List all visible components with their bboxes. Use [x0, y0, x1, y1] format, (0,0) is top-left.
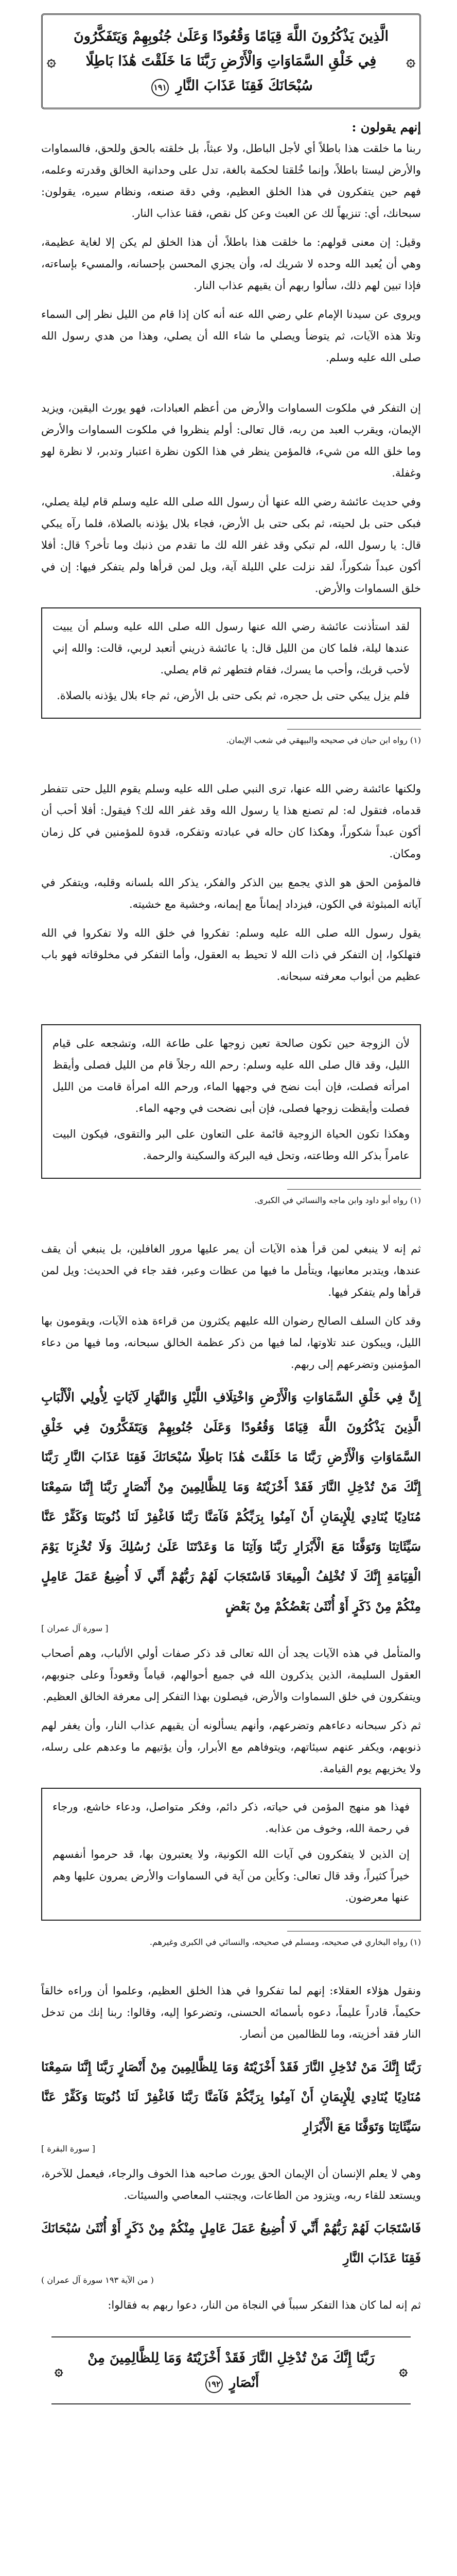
section-heading: إنهم يقولون : — [351, 120, 421, 134]
paragraph: إن التفكر في ملكوت السماوات والأرض من أعظم العبادات، فهو يورث اليقين، ويزيد الإيمان، ويقرب العبد من ربه، قال تعالى: أولم ينظروا في ملكوت السماوات والأرض وما خلق الله من شيء، فالمؤمن ينظر في هذا الكون نظرة اعتبار وتدبر، لا نظرة لهو وغفلة. — [41, 402, 421, 479]
closing-verse-banner — [51, 2336, 411, 2404]
spacer — [41, 376, 421, 397]
verse-source: ( من الآية ١٩٣ سورة آل عمران ) — [41, 2275, 154, 2285]
verse-source: [ سورة البقرة ] — [41, 2144, 95, 2154]
paragraph: يقول رسول الله صلى الله عليه وسلم: تفكروا في خلق الله ولا تفكروا في الله فتهلكوا، إن التفكر في ذات الله لا تحيط به العقول، وأما التفكر في مخلوقاته فهو باب عظيم من أبواب معرفته سبحانه. — [41, 927, 421, 982]
ornament-right-icon: ۞ — [399, 2362, 408, 2379]
paragraph: وقد كان السلف الصالح رضوان الله عليهم يكثرون من قراءة هذه الآيات، ويقومون بها الليل، ويبكون عند تلاوتها، لما فيها من ذكر عظمة الخالق سبحانه، وما فيها من دعاء المؤمنين وتضرعهم إلى ربهم. — [41, 1315, 421, 1370]
boxed-note-marriage — [41, 1024, 421, 1179]
quran-verse-block: فَاسْتَجَابَ لَهُمْ رَبُّهُمْ أَنِّي لَا أُضِيعُ عَمَلَ عَامِلٍ مِنْكُمْ مِنْ ذَكَرٍ أَوْ أُنْثَىٰ سُبْحَانَكَ فَقِنَا عَذَابَ النَّارِ — [41, 2221, 421, 2265]
paragraph: ثم إنه لا ينبغي لمن قرأ هذه الآيات أن يمر عليها مرور الغافلين، بل ينبغي أن يقف عندها، ويتدبر معانيها، ويتأمل ما فيها من عظات وعبر، فقد جاء في الحديث: ويل لمن قرأها ولم يتفكر فيها. — [41, 1243, 421, 1298]
paragraph: وقيل: إن معنى قولهم: ما خلقت هذا باطلاً، أن هذا الخلق لم يكن إلا لغاية عظيمة، وهي أن يُعبد الله وحده لا شريك له، وأن يجزي المحسن بإحسانه، والمسيء بإساءته، فإذا تبين لهم ذلك، سألوا ربهم أن يقيهم عذاب النار. — [41, 236, 421, 292]
paragraph: ونقول هؤلاء العقلاء: إنهم لما تفكروا في هذا الخلق العظيم، وعلموا أن وراءه خالقاً حكيماً، قادراً عليماً، دعوه بأسمائه الحسنى، وتضرعوا إليه، وقالوا: ربنا إنك من تدخل النار فقد أخزيته، وما للظالمين من أنصار. — [41, 1985, 421, 2040]
paragraph: ويروى عن سيدنا الإمام علي رضي الله عنه أنه كان إذا قام من الليل نظر إلى السماء وتلا هذه الآيات، ثم يتوضأ ويصلي ما شاء الله أن يصلي، وهذا من هدي رسول الله صلى الله عليه وسلم. — [41, 308, 421, 364]
quran-verse-block: رَبَّنَا إِنَّكَ مَنْ تُدْخِلِ النَّارَ فَقَدْ أَخْزَيْتَهُ وَمَا لِلظَّالِمِينَ مِنْ أَنْصَارٍ رَبَّنَا إِنَّنَا سَمِعْنَا مُنَادِيًا يُنَادِي لِلْإِيمَانِ أَنْ آمِنُوا بِرَبِّكُمْ فَآمَنَّا رَبَّنَا فَاغْفِرْ لَنَا ذُنُوبَنَا وَكَفِّرْ عَنَّا سَيِّئَاتِنَا وَتَوَفَّنَا مَعَ الْأَبْرَارِ — [41, 2059, 421, 2134]
footnote-divider — [287, 729, 421, 730]
opening-verse-text: الَّذِينَ يَذْكُرُونَ اللَّهَ قِيَامًا وَقُعُودًا وَعَلَىٰ جُنُوبِهِمْ وَيَتَفَكَّرُونَ فِي خَلْقِ السَّمَاوَاتِ وَالْأَرْضِ رَبَّنَا مَا خَلَقْتَ هَٰذَا بَاطِلًا سُبْحَانَكَ فَقِنَا عَذَابَ النَّارِ — [74, 28, 389, 94]
paragraph: ثم ذكر سبحانه دعاءهم وتضرعهم، وأنهم يسألونه أن يقيهم عذاب النار، وأن يغفر لهم ذنوبهم، ويكفر عنهم سيئاتهم، ويتوفاهم مع الأبرار، وأن يؤتيهم ما وعدهم على رسله، ولا يخزيهم يوم القيامة. — [41, 1719, 421, 1775]
boxed-paragraph: لأن الزوجة حين تكون صالحة تعين زوجها على طاعة الله، وتشجعه على قيام الليل، وقد قال صلى الله عليه وسلم: رحم الله رجلاً قام من الليل فصلى وأيقظ امرأته فصلت، فإن أبت نضح في وجهها الماء، ورحم الله امرأة قامت من الليل فصلت وأيقظت زوجها فصلى، فإن أبى نضحت في وجهه الماء. — [52, 1037, 410, 1114]
ornament-left-icon: ۞ — [55, 2362, 63, 2379]
spacer — [41, 994, 421, 1016]
verse-source: [ سورة آل عمران ] — [41, 1623, 109, 1633]
ornament-right-icon: ۞ — [406, 52, 415, 70]
footnote: (١) رواه ابن حبان في صحيحه والبيهقي في شعب الإيمان. — [226, 735, 421, 745]
paragraph: فالمؤمن الحق هو الذي يجمع بين الذكر والفكر، يذكر الله بلسانه وقلبه، ويتفكر في آياته المبثوثة في الكون، فيزداد إيماناً مع إيمانه، وخشية مع خشيته. — [41, 876, 421, 910]
paragraph: ولكنها عائشة رضي الله عنها، ترى النبي صلى الله عليه وسلم يقوم الليل حتى تتفطر قدماه، فتقول له: لم تصنع هذا يا رسول الله وقد غفر الله لك؟ فيقول: أفلا أحب أن أكون عبداً شكوراً، وهكذا كان حاله في عبادته وتفكره، قدوة للمؤمنين في كل زمان ومكان. — [41, 783, 421, 860]
closing-verse-text: رَبَّنَا إِنَّكَ مَنْ تُدْخِلِ النَّارَ فَقَدْ أَخْزَيْتَهُ وَمَا لِلظَّالِمِينَ مِنْ أَنْصَارٍ — [87, 2350, 375, 2391]
paragraph: والمتأمل في هذه الآيات يجد أن الله تعالى قد ذكر صفات أولي الألباب، وهم أصحاب العقول السليمة، الذين يذكرون الله في جميع أحوالهم، قياماً وقعوداً وعلى جنوبهم، ويتفكرون في خلق السماوات والأرض، فيصلون بهذا التفكر إلى معرفة الخالق العظيم. — [41, 1647, 421, 1703]
boxed-paragraph: لقد استأذنت عائشة رضي الله عنها رسول الله صلى الله عليه وسلم أن يبيت عندها ليلة، فلما كان من الليل قال: يا عائشة ذريني أتعبد لربي، قالت: والله إني لأحب قربك، وأحب ما يسرك، فقام فتطهر ثم قام يصلي. — [52, 620, 410, 676]
quran-verse-block: إِنَّ فِي خَلْقِ السَّمَاوَاتِ وَالْأَرْضِ وَاخْتِلَافِ اللَّيْلِ وَالنَّهَارِ لَآيَاتٍ لِأُولِي الْأَلْبَابِ الَّذِينَ يَذْكُرُونَ اللَّهَ قِيَامًا وَقُعُودًا وَعَلَىٰ جُنُوبِهِمْ وَيَتَفَكَّرُونَ فِي خَلْقِ السَّمَاوَاتِ وَالْأَرْضِ رَبَّنَا مَا خَلَقْتَ هَٰذَا بَاطِلًا سُبْحَانَكَ فَقِنَا عَذَابَ النَّارِ رَبَّنَا إِنَّكَ مَنْ تُدْخِلِ النَّارَ فَقَدْ أَخْزَيْتَهُ وَمَا لِلظَّالِمِينَ مِنْ أَنْصَارٍ رَبَّنَا إِنَّنَا سَمِعْنَا مُنَادِيًا يُنَادِي لِلْإِيمَانِ أَنْ آمِنُوا بِرَبِّكُمْ فَآمَنَّا رَبَّنَا فَاغْفِرْ لَنَا ذُنُوبَنَا وَكَفِّرْ عَنَّا سَيِّئَاتِنَا وَتَوَفَّنَا مَعَ الْأَبْرَارِ رَبَّنَا وَآتِنَا مَا وَعَدْتَنَا عَلَىٰ رُسُلِكَ وَلَا تُخْزِنَا يَوْمَ الْقِيَامَةِ إِنَّكَ لَا تُخْلِفُ الْمِيعَادَ فَاسْتَجَابَ لَهُمْ رَبُّهُمْ أَنِّي لَا أُضِيعُ عَمَلَ عَامِلٍ مِنْكُمْ مِنْ ذَكَرٍ أَوْ أُنْثَىٰ بَعْضُكُمْ مِنْ بَعْضٍ — [41, 1389, 421, 1614]
footnote: (١) رواه البخاري في صحيحه، ومسلم في صحيحه، والنسائي في الكبرى وغيرهم. — [149, 1937, 421, 1947]
paragraph: وهي لا يعلم الإنسان أن الإيمان الحق يورث صاحبه هذا الخوف والرجاء، فيعمل للآخرة، ويستعد للقاء ربه، ويتزود من الطاعات، ويجتنب المعاصي والسيئات. — [41, 2167, 421, 2201]
ornament-left-icon: ۞ — [47, 52, 56, 70]
paragraph: ثم إنه لما كان هذا التفكر سبباً في النجاة من النار، دعوا ربهم به فقالوا: — [108, 2299, 421, 2311]
boxed-paragraph: وهكذا تكون الحياة الزوجية قائمة على التعاون على البر والتقوى، فيكون البيت عامراً بذكر الله وطاعته، وتحل فيه البركة والسكينة والرحمة. — [52, 1128, 410, 1162]
spacer — [41, 1958, 421, 1980]
footnote-divider — [287, 1189, 421, 1190]
boxed-paragraph: إن الذين لا يتفكرون في آيات الله الكونية، ولا يعتبرون بها، قد حرموا أنفسهم خيراً كثيراً، وقد قال تعالى: وكأين من آية في السماوات والأرض يمرون عليها وهم عنها معرضون. — [52, 1848, 410, 1904]
ayah-number-marker: ١٩٢ — [205, 2376, 223, 2393]
opening-verse-banner — [41, 13, 421, 109]
boxed-note — [41, 607, 421, 719]
spacer — [41, 756, 421, 778]
spacer — [41, 1216, 421, 1238]
boxed-paragraph: فهذا هو منهج المؤمن في حياته، ذكر دائم، وفكر متواصل، ودعاء خاشع، ورجاء في رحمة الله، وخوف من عذابه. — [52, 1801, 410, 1835]
paragraph: ربنا ما خلقت هذا باطلاً أي لأجل الباطل، ولا عبثاً، بل خلقته بالحق وللحق، فالسماوات والأرض ليستا باطلاً، وإنما خُلقتا لحكمة بالغة، تدل على وحدانية الخالق وقدرته وعلمه، فهم حين يتفكرون في هذا الخلق العظيم، وفي دقة صنعه، ونظام سيره، يقولون: سبحانك، أي: تنزيهاً لك عن العبث وعن كل نقص، فقنا عذاب النار. — [41, 142, 421, 219]
boxed-paragraph: فلم يزل يبكي حتى بل حجره، ثم بكى حتى بل الأرض، ثم جاء بلال يؤذنه بالصلاة. — [57, 689, 410, 702]
ayah-number-marker: ١٩١ — [151, 79, 169, 96]
paragraph: وفي حديث عائشة رضي الله عنها أن رسول الله صلى الله عليه وسلم قام ليلة يصلي، فبكى حتى بل لحيته، ثم بكى حتى بل الأرض، فجاء بلال يؤذنه بالصلاة، فلما رآه يبكي قال: يا رسول الله، لم تبكي وقد غفر الله لك ما تقدم من ذنبك وما تأخر؟ قال: أفلا أكون عبداً شكوراً، لقد نزلت علي الليلة آية، ويل لمن قرأها ولم يتفكر فيها: إن في خلق السماوات والأرض. — [41, 496, 421, 595]
boxed-note-2 — [41, 1788, 421, 1921]
footnote: (١) رواه أبو داود وابن ماجه والنسائي في الكبرى. — [254, 1195, 421, 1205]
